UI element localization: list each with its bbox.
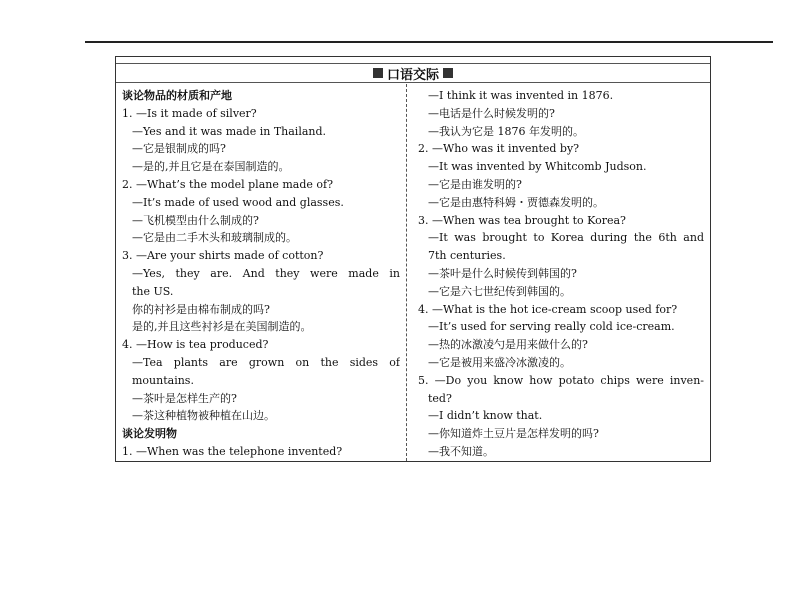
dialogue-line: —It was invented by Whitcomb Judson.	[428, 160, 647, 174]
dialogue-line: —它是银制成的吗?	[132, 142, 226, 156]
dialogue-line: —我认为它是 1876 年发明的。	[428, 124, 584, 138]
dialogue-box	[115, 56, 711, 462]
dialogue-line: —Tea plants are grown on the sides of	[132, 355, 400, 369]
dialogue-line: —它是由惠特科姆・贾德森发明的。	[428, 195, 604, 209]
topic-heading: 谈论物品的材质和产地	[122, 89, 232, 102]
section-title	[373, 64, 453, 83]
dialogue-line: —It’s made of used wood and glasses.	[132, 195, 344, 209]
topic-heading: 谈论发明物	[122, 427, 177, 441]
dialogue-line: 3. —When was tea brought to Korea?	[418, 213, 626, 227]
title-text: 口语交际	[386, 67, 439, 83]
dialogue-line: 3. —Are your shirts made of cotton?	[122, 249, 324, 263]
dialogue-line: —It was brought to Korea during the 6th and	[428, 231, 704, 245]
dialogue-line: 7th centuries.	[428, 249, 506, 263]
dialogue-line: the US.	[132, 284, 174, 298]
top-rule	[85, 41, 773, 43]
header-band	[116, 63, 710, 83]
dialogue-line: —它是由二手木头和玻璃制成的。	[132, 231, 297, 245]
right-column	[418, 87, 704, 461]
dialogue-line: —我不知道。	[428, 444, 494, 458]
dialogue-line: —Yes and it was made in Thailand.	[132, 124, 327, 138]
dialogue-line: —茶叶是什么时候传到韩国的?	[428, 266, 577, 280]
dialogue-line: 2. —What’s the model plane made of?	[122, 177, 333, 191]
dialogue-line: —茶这种植物被种植在山边。	[132, 409, 275, 423]
dialogue-line: —Yes, they are. And they were made in	[132, 266, 400, 280]
square-icon	[373, 68, 383, 78]
dialogue-line: —电话是什么时候发明的?	[428, 106, 555, 120]
dialogue-line: 4. —How is tea produced?	[122, 338, 269, 352]
column-divider	[406, 84, 407, 461]
dialogue-line: 你的衬衫是由棉布制成的吗?	[132, 302, 270, 316]
dialogue-line: —是的,并且它是在泰国制造的。	[132, 160, 290, 174]
dialogue-line: —飞机模型由什么制成的?	[132, 213, 259, 227]
left-column	[122, 87, 400, 461]
dialogue-line: —I think it was invented in 1876.	[428, 89, 614, 102]
dialogue-line: —热的冰激凌勺是用来做什么的?	[428, 338, 588, 352]
dialogue-line: —它是被用来盛冷冰激凌的。	[428, 355, 571, 369]
dialogue-line: 是的,并且这些衬衫是在美国制造的。	[132, 320, 312, 334]
dialogue-line: —它是六七世纪传到韩国的。	[428, 284, 571, 298]
dialogue-line: 2. —Who was it invented by?	[418, 142, 580, 156]
dialogue-line: 5. —Do you know how potato chips were inven-	[418, 373, 704, 387]
dialogue-line: 1. —When was the telephone invented?	[122, 444, 343, 458]
dialogue-line: —它是由谁发明的?	[428, 177, 522, 191]
dialogue-line: —你知道炸土豆片是怎样发明的吗?	[428, 427, 599, 441]
dialogue-line: —茶叶是怎样生产的?	[132, 391, 237, 405]
dialogue-line: 4. —What is the hot ice-cream scoop used for?	[418, 302, 678, 316]
dialogue-line: 1. —Is it made of silver?	[122, 106, 257, 120]
square-icon	[443, 68, 453, 78]
dialogue-line: —I didn’t know that.	[428, 409, 543, 423]
dialogue-line: mountains.	[132, 373, 194, 387]
dialogue-line: —It’s used for serving really cold ice-cream.	[428, 320, 675, 334]
dialogue-line: ted?	[428, 391, 452, 405]
